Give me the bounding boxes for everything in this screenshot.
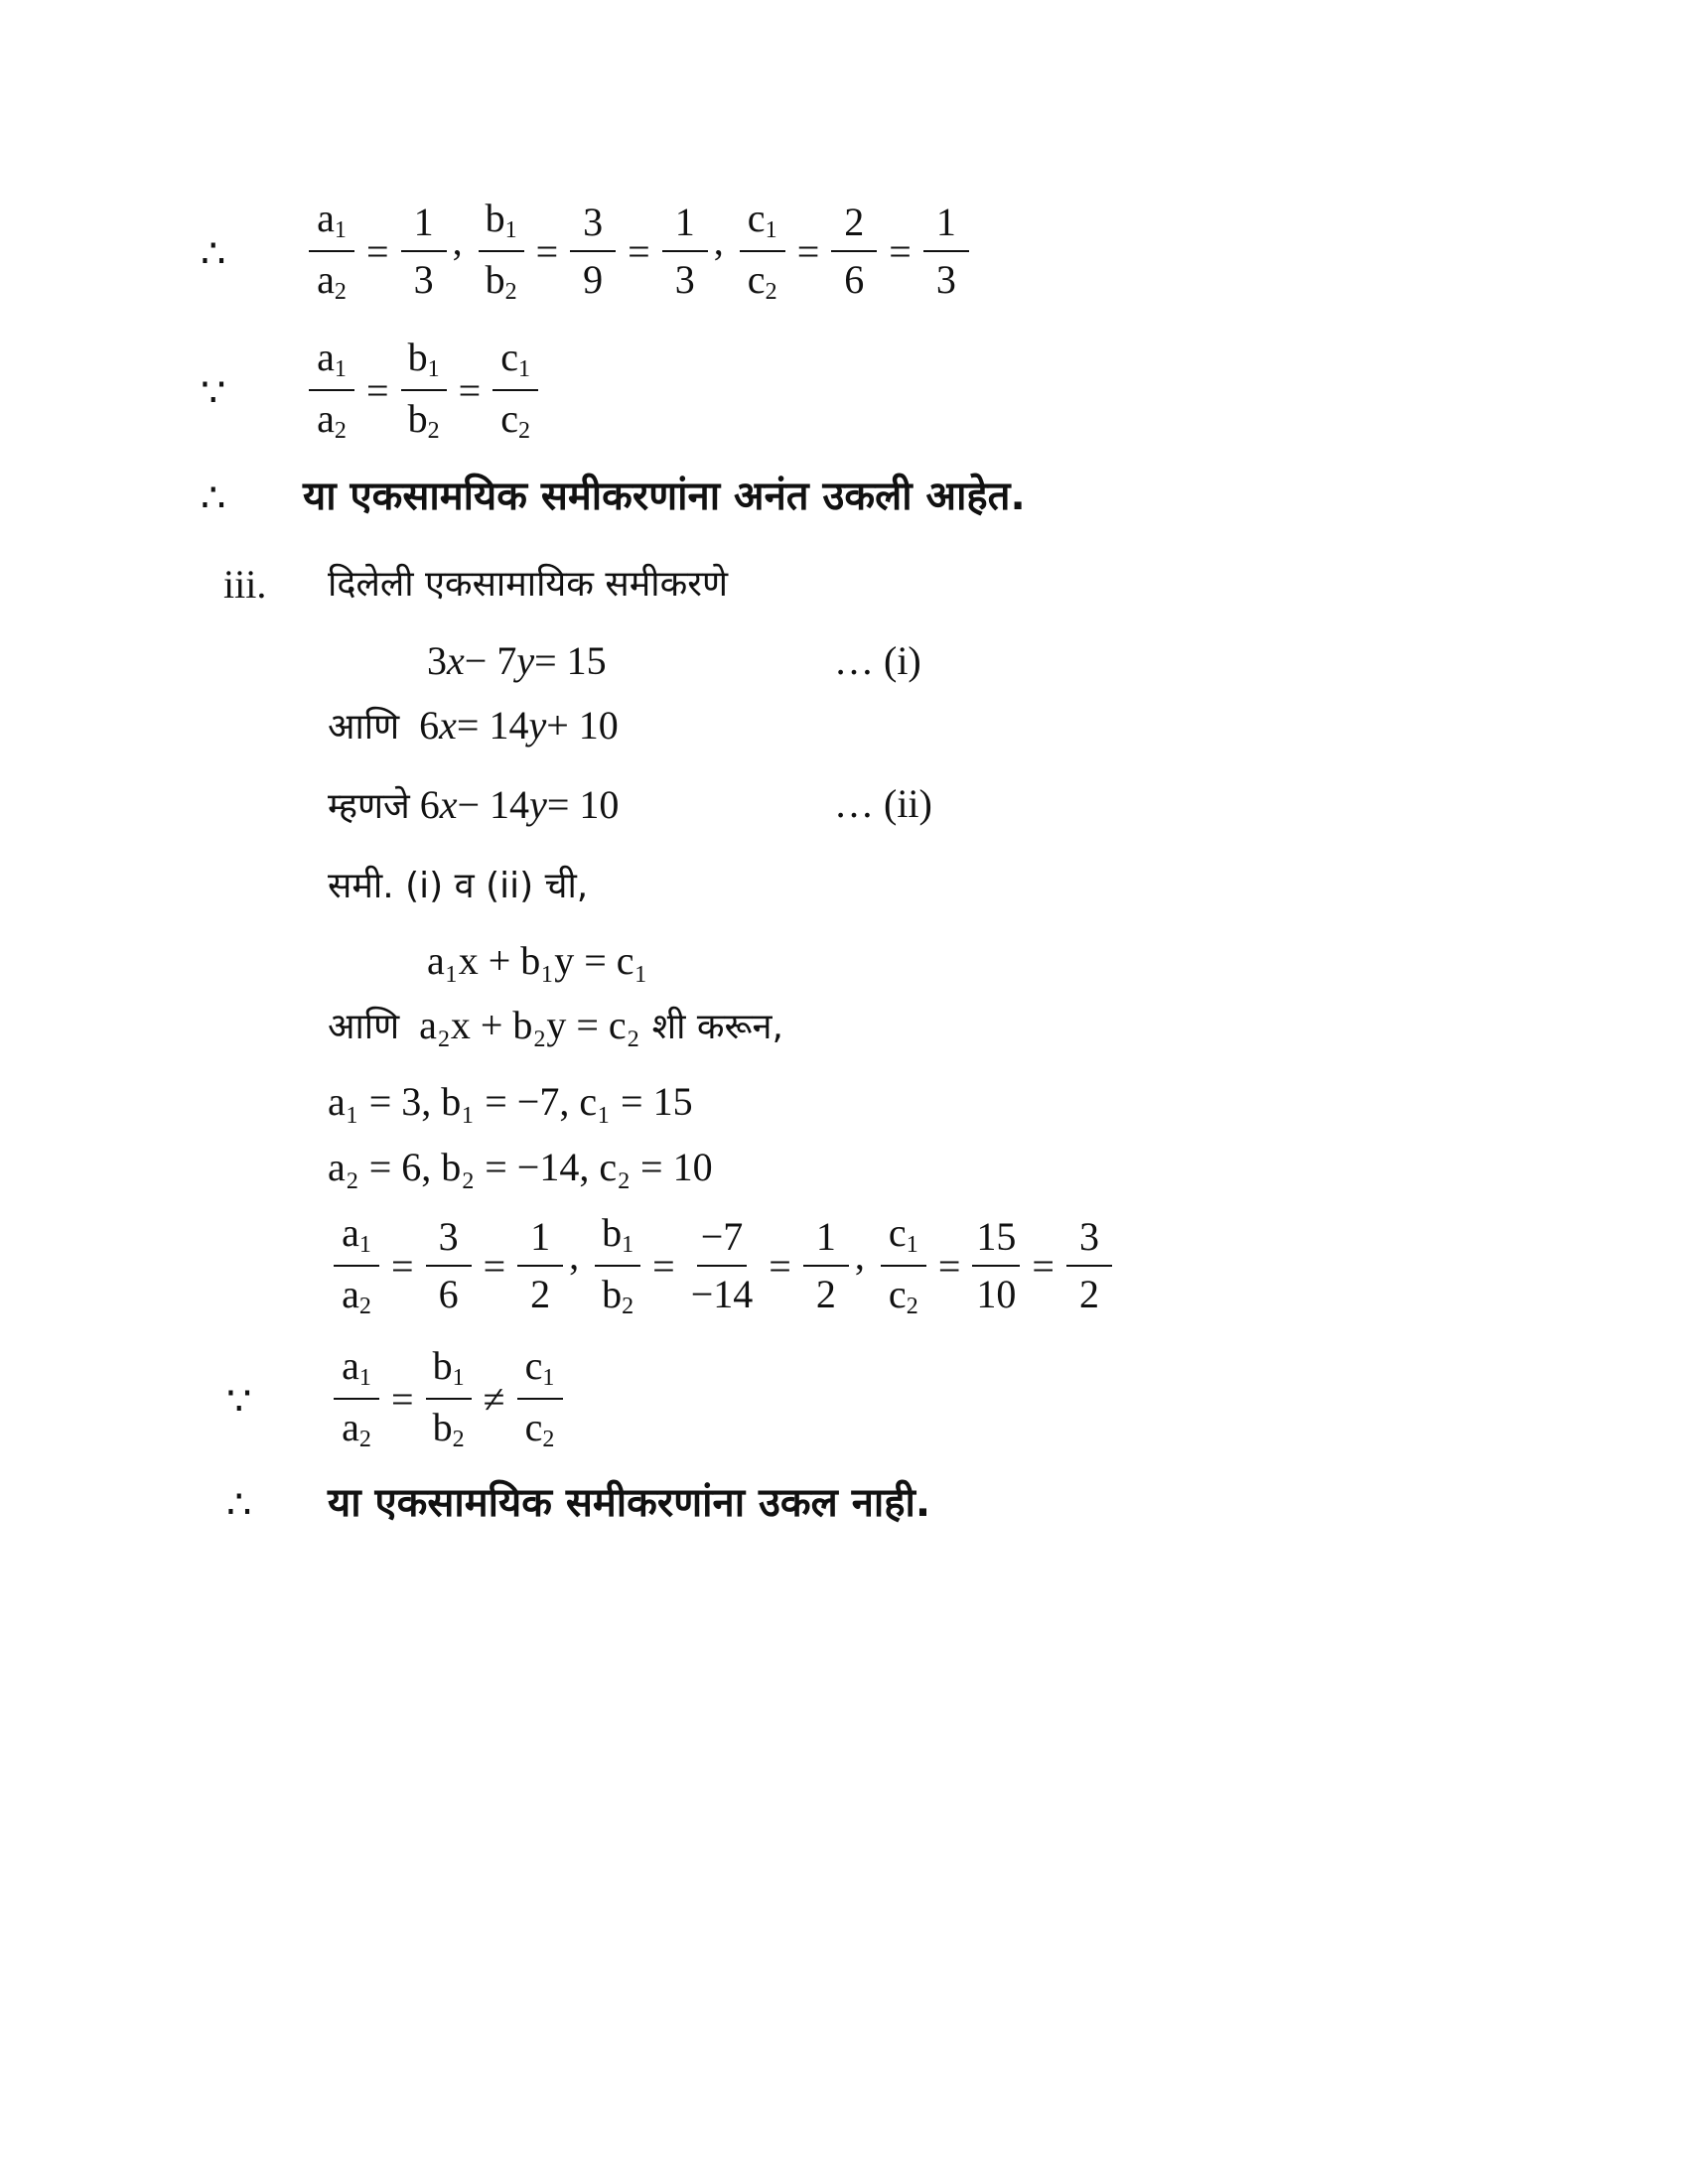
- item-label: iii.: [223, 562, 267, 607]
- because-symbol: ∵: [201, 370, 226, 415]
- general-form-2: आणि a₂x + b₂y = c₂ शी करून,: [328, 1003, 783, 1047]
- conclusion-infinite-solutions: या एकसामयिक समीकरणांना अनंत उकली आहेत.: [303, 474, 1026, 519]
- fraction-c1-c2: $\frac{c_1}{c_2}$: [740, 199, 785, 304]
- ratio-row-2: $\frac{a_1}{a_2}$ = $\frac{3}{6}$ = $\frac{1}{2}$ , $\frac{b_1}{b_2}$ = $\frac{-7}{-14}$ = $\frac{1}{2}$ , $\frac{c_1}{c_2}$ = $\frac{15}{10}$ = $\frac{3}{2}$: [328, 1213, 1118, 1318]
- fraction-value: $\frac{3}{9}$: [570, 203, 616, 300]
- equation-3: म्हणजे 6 x − 14 y = 10: [328, 782, 620, 827]
- fraction-value: $\frac{2}{6}$: [831, 203, 877, 300]
- condition-row-2: $\frac{a_1}{a_2}$ = $\frac{b_1}{b_2}$ ≠ $\frac{c_1}{c_2}$: [328, 1346, 569, 1451]
- therefore-symbol: ∴: [226, 1482, 252, 1527]
- because-symbol: ∵: [226, 1379, 252, 1424]
- compare-line: समी. (i) व (ii) ची,: [328, 866, 589, 906]
- therefore-symbol: ∴: [201, 476, 226, 520]
- equation-tag-2: … (ii): [834, 781, 932, 826]
- fraction-b1-b2: $\frac{b_1}{b_2}$: [479, 199, 524, 304]
- fraction-value: $\frac{1}{3}$: [401, 203, 447, 300]
- fraction-value: $\frac{1}{3}$: [662, 203, 708, 300]
- coefficients-1: a₁ = 3, b₁ = −7, c₁ = 15: [328, 1079, 693, 1124]
- equation-1: 3 x − 7 y = 15: [427, 638, 607, 683]
- equation-2: आणि 6 x = 14 y + 10: [328, 703, 619, 748]
- therefore-symbol: ∴: [201, 231, 226, 276]
- ratio-row-1: $\frac{a_1}{a_2}$ = $\frac{1}{3}$ , $\frac{b_1}{b_2}$ = $\frac{3}{9}$ = $\frac{1}{3}$ , $\frac{c_1}{c_2}$ = $\frac{2}{6}$ = $\frac{1}{3}$: [303, 199, 975, 304]
- coefficients-2: a₂ = 6, b₂ = −14, c₂ = 10: [328, 1145, 713, 1189]
- condition-row-1: $\frac{a_1}{a_2}$ = $\frac{b_1}{b_2}$ = $\frac{c_1}{c_2}$: [303, 338, 544, 443]
- equation-tag-1: … (i): [834, 638, 921, 683]
- conclusion-no-solution: या एकसामयिक समीकरणांना उकल नाही.: [328, 1480, 931, 1526]
- fraction-a1-a2: $\frac{a_1}{a_2}$: [309, 199, 354, 304]
- general-form-1: a₁x + b₁y = c₁: [427, 938, 648, 983]
- fraction-value: $\frac{1}{3}$: [923, 203, 969, 300]
- section-heading: दिलेली एकसामायिक समीकरणे: [328, 564, 728, 605]
